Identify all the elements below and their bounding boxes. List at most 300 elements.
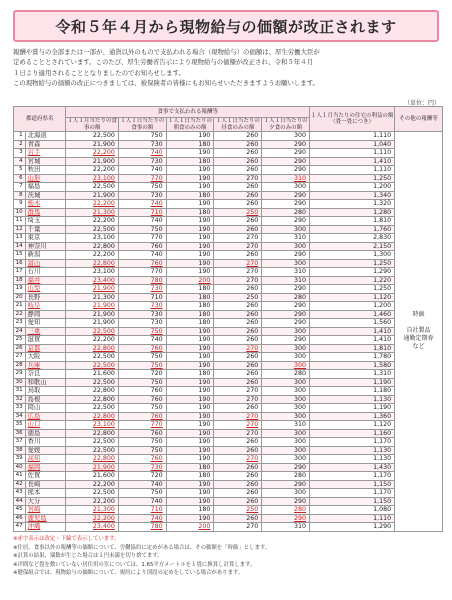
monthly-meal-cell: 22,500: [66, 327, 118, 336]
lunch-cell: 270: [214, 259, 262, 268]
table-row: [14, 523, 443, 532]
header-dinner: １人１日当たりの夕食のみの額: [263, 118, 308, 131]
breakfast-cell: 180: [166, 506, 214, 515]
table-row: [14, 259, 443, 268]
row-index: 8: [14, 191, 26, 200]
monthly-meal-cell: 22,800: [66, 395, 118, 404]
monthly-meal-cell: 22,800: [66, 344, 118, 353]
breakfast-cell: 190: [166, 242, 214, 251]
breakfast-cell: 180: [166, 157, 214, 166]
housing-cell: 1,250: [310, 259, 395, 268]
daily-meal-cell: 740: [118, 149, 166, 158]
prefecture-cell: 山梨: [25, 285, 66, 294]
breakfast-cell: 190: [166, 446, 214, 455]
other-benefits-text: 時価: [412, 311, 425, 319]
daily-meal-cell: 740: [118, 336, 166, 345]
housing-cell: 1,290: [310, 523, 395, 532]
table-row: [14, 370, 443, 379]
header-housing: １人１月当たりの住宅の利益の額（畳一畳につき）: [310, 107, 395, 132]
breakfast-cell: 190: [166, 361, 214, 370]
lunch-cell: 260: [214, 157, 262, 166]
prefecture-cell: 岡山: [25, 404, 66, 413]
housing-cell: 1,220: [310, 276, 395, 285]
housing-cell: 1,810: [310, 217, 395, 226]
row-index: 4: [14, 157, 26, 166]
table-row: [14, 378, 443, 387]
prefecture-cell: 栃木: [25, 200, 66, 209]
monthly-meal-cell: 23,100: [66, 268, 118, 277]
daily-meal-cell: 750: [118, 327, 166, 336]
row-index: 30: [14, 378, 26, 387]
lunch-cell: 260: [214, 489, 262, 498]
table-row: [14, 446, 443, 455]
lunch-cell: 260: [214, 149, 262, 158]
footnote: ※赤字表示は改定・下線で表示しています。: [13, 536, 120, 542]
lunch-cell: 260: [214, 497, 262, 506]
housing-cell: 1,340: [310, 191, 395, 200]
row-index: 38: [14, 446, 26, 455]
dinner-cell: 290: [262, 166, 310, 175]
monthly-meal-cell: 22,500: [66, 361, 118, 370]
lunch-cell: 260: [214, 200, 262, 209]
daily-meal-cell: 740: [118, 251, 166, 260]
monthly-meal-cell: 21,900: [66, 191, 118, 200]
prefecture-cell: 兵庫: [25, 361, 66, 370]
table-row: [14, 251, 443, 260]
breakfast-cell: 190: [166, 497, 214, 506]
header-prefecture: 都道府県名: [14, 107, 66, 132]
daily-meal-cell: 740: [118, 217, 166, 226]
daily-meal-cell: 740: [118, 166, 166, 175]
breakfast-cell: 200: [166, 276, 214, 285]
monthly-meal-cell: 22,500: [66, 225, 118, 234]
prefecture-cell: 滋賀: [25, 336, 66, 345]
dinner-cell: 300: [262, 344, 310, 353]
lunch-cell: 270: [214, 523, 262, 532]
lunch-cell: 270: [214, 421, 262, 430]
breakfast-cell: 190: [166, 378, 214, 387]
monthly-meal-cell: 21,300: [66, 208, 118, 217]
header-meals-group: 食事で支払われる報酬等: [66, 107, 310, 118]
footnote: ※健保組合では、現物給与の価額について、規約により別段の定めをしている場合があります。: [13, 570, 244, 577]
daily-meal-cell: 780: [118, 276, 166, 285]
monthly-meal-cell: 22,800: [66, 387, 118, 396]
table-row: [14, 353, 443, 362]
prefecture-cell: 群馬: [25, 208, 66, 217]
intro-line: 定めることとされています。このたび、厚生労働省告示により現物給与の価額が改正され、令和５年４月: [13, 58, 313, 67]
breakfast-cell: 190: [166, 344, 214, 353]
prefecture-cell: 秋田: [25, 166, 66, 175]
table-row: [14, 242, 443, 251]
table-row: [14, 302, 443, 311]
breakfast-cell: 190: [166, 455, 214, 464]
housing-cell: 1,780: [310, 353, 395, 362]
housing-cell: 1,190: [310, 378, 395, 387]
lunch-cell: 260: [214, 166, 262, 175]
row-index: 45: [14, 506, 26, 515]
dinner-cell: 310: [262, 276, 310, 285]
table-row: [14, 327, 443, 336]
monthly-meal-cell: 21,900: [66, 310, 118, 319]
prefecture-cell: 石川: [25, 268, 66, 277]
lunch-cell: 260: [214, 302, 262, 311]
breakfast-cell: 190: [166, 438, 214, 447]
housing-cell: 1,320: [310, 200, 395, 209]
prefecture-cell: 山形: [25, 174, 66, 183]
row-index: 3: [14, 149, 26, 158]
table-row: [14, 421, 443, 430]
housing-cell: 1,460: [310, 310, 395, 319]
footnote: ※住居、食事以外の報酬等の価額について、労働協約に定めがある場合は、その価額を「時価」とします。: [13, 544, 271, 551]
daily-meal-cell: 730: [118, 191, 166, 200]
table-row: [14, 472, 443, 481]
table-body: [14, 132, 443, 532]
lunch-cell: 260: [214, 251, 262, 260]
dinner-cell: 290: [262, 463, 310, 472]
dinner-cell: 290: [262, 480, 310, 489]
dinner-cell: 300: [262, 395, 310, 404]
daily-meal-cell: 710: [118, 293, 166, 302]
daily-meal-cell: 730: [118, 310, 166, 319]
daily-meal-cell: 750: [118, 132, 166, 141]
dinner-cell: 280: [262, 472, 310, 481]
dinner-cell: 300: [262, 412, 310, 421]
dinner-cell: 290: [262, 336, 310, 345]
row-index: 47: [14, 523, 26, 532]
daily-meal-cell: 740: [118, 514, 166, 523]
table-row: [14, 310, 443, 319]
table-row: [14, 191, 443, 200]
prefecture-cell: 沖縄: [25, 523, 66, 532]
daily-meal-cell: 750: [118, 225, 166, 234]
prefecture-cell: 鹿児島: [25, 514, 66, 523]
lunch-cell: 260: [214, 514, 262, 523]
prefecture-cell: 大分: [25, 497, 66, 506]
row-index: 14: [14, 242, 26, 251]
housing-cell: 1,120: [310, 293, 395, 302]
lunch-cell: 260: [214, 183, 262, 192]
daily-meal-cell: 770: [118, 268, 166, 277]
breakfast-cell: 190: [166, 336, 214, 345]
row-index: 26: [14, 344, 26, 353]
breakfast-cell: 190: [166, 132, 214, 141]
daily-meal-cell: 750: [118, 404, 166, 413]
monthly-meal-cell: 22,500: [66, 446, 118, 455]
breakfast-cell: 190: [166, 395, 214, 404]
lunch-cell: 260: [214, 361, 262, 370]
lunch-cell: 260: [214, 404, 262, 413]
dinner-cell: 300: [262, 387, 310, 396]
monthly-meal-cell: 21,900: [66, 463, 118, 472]
breakfast-cell: 190: [166, 268, 214, 277]
monthly-meal-cell: 23,400: [66, 276, 118, 285]
daily-meal-cell: 760: [118, 259, 166, 268]
footnotes: [13, 535, 441, 578]
monthly-meal-cell: 22,200: [66, 336, 118, 345]
lunch-cell: 260: [214, 463, 262, 472]
monthly-meal-cell: 22,200: [66, 514, 118, 523]
intro-text: [13, 47, 441, 88]
lunch-cell: 270: [214, 387, 262, 396]
monthly-meal-cell: 22,800: [66, 429, 118, 438]
row-index: 28: [14, 361, 26, 370]
housing-cell: 1,170: [310, 489, 395, 498]
row-index: 43: [14, 489, 26, 498]
row-index: 33: [14, 404, 26, 413]
monthly-meal-cell: 21,900: [66, 302, 118, 311]
housing-cell: 1,150: [310, 480, 395, 489]
lunch-cell: 250: [214, 506, 262, 515]
monthly-meal-cell: 22,200: [66, 480, 118, 489]
lunch-cell: 270: [214, 429, 262, 438]
lunch-cell: 250: [214, 293, 262, 302]
monthly-meal-cell: 22,500: [66, 353, 118, 362]
dinner-cell: 280: [262, 506, 310, 515]
daily-meal-cell: 750: [118, 446, 166, 455]
dinner-cell: 300: [262, 404, 310, 413]
prefecture-cell: 熊本: [25, 489, 66, 498]
dinner-cell: 300: [262, 378, 310, 387]
breakfast-cell: 190: [166, 200, 214, 209]
daily-meal-cell: 730: [118, 463, 166, 472]
table-row: [14, 489, 443, 498]
monthly-meal-cell: 22,500: [66, 132, 118, 141]
table-row: [14, 174, 443, 183]
header-monthly-meal: １人１月当たりの食事の額: [67, 118, 117, 131]
monthly-meal-cell: 22,800: [66, 455, 118, 464]
daily-meal-cell: 780: [118, 523, 166, 532]
breakfast-cell: 190: [166, 489, 214, 498]
table-row: [14, 506, 443, 515]
housing-cell: 1,170: [310, 438, 395, 447]
prefecture-cell: 埼玉: [25, 217, 66, 226]
table-row: [14, 455, 443, 464]
row-index: 42: [14, 480, 26, 489]
prefecture-cell: 愛知: [25, 319, 66, 328]
table-row: [14, 276, 443, 285]
dinner-cell: 300: [262, 361, 310, 370]
prefecture-cell: 鳥取: [25, 387, 66, 396]
dinner-cell: 290: [262, 497, 310, 506]
monthly-meal-cell: 21,900: [66, 140, 118, 149]
table-row: [14, 285, 443, 294]
monthly-meal-cell: 22,200: [66, 217, 118, 226]
breakfast-cell: 180: [166, 191, 214, 200]
row-index: 13: [14, 234, 26, 243]
housing-cell: 1,760: [310, 225, 395, 234]
daily-meal-cell: 750: [118, 183, 166, 192]
table-row: [14, 497, 443, 506]
breakfast-cell: 190: [166, 225, 214, 234]
footnote: ※計算の結果、端数が生じた場合は１円未満を切り捨てます。: [13, 553, 163, 560]
housing-cell: 1,560: [310, 319, 395, 328]
housing-cell: 1,130: [310, 395, 395, 404]
dinner-cell: 280: [262, 370, 310, 379]
intro-line: この現物給与の価額の改正につきましては、被保険者の皆様にもお知らせいただきますようお願いします。: [13, 78, 319, 87]
monthly-meal-cell: 22,500: [66, 438, 118, 447]
dinner-cell: 280: [262, 293, 310, 302]
housing-cell: 1,580: [310, 361, 395, 370]
monthly-meal-cell: 22,500: [66, 404, 118, 413]
prefecture-cell: 徳島: [25, 429, 66, 438]
dinner-cell: 300: [262, 225, 310, 234]
dinner-cell: 280: [262, 208, 310, 217]
prefecture-cell: 山口: [25, 421, 66, 430]
dinner-cell: 300: [262, 455, 310, 464]
daily-meal-cell: 750: [118, 353, 166, 362]
other-benefits-text: など: [412, 343, 425, 351]
intro-line: 報酬や賞与の全部または一部が、通貨以外のもので支払われる場合（現物給与）の価額は、厚生労働大臣が: [13, 48, 320, 56]
dinner-cell: 300: [262, 327, 310, 336]
table-row: [14, 344, 443, 353]
monthly-meal-cell: 21,900: [66, 285, 118, 294]
breakfast-cell: 190: [166, 412, 214, 421]
row-index: 34: [14, 412, 26, 421]
prefecture-cell: 三重: [25, 327, 66, 336]
lunch-cell: 260: [214, 217, 262, 226]
lunch-cell: 270: [214, 242, 262, 251]
lunch-cell: 260: [214, 140, 262, 149]
row-index: 23: [14, 319, 26, 328]
row-index: 20: [14, 293, 26, 302]
lunch-cell: 260: [214, 438, 262, 447]
prefecture-cell: 高知: [25, 455, 66, 464]
breakfast-cell: 190: [166, 404, 214, 413]
lunch-cell: 270: [214, 412, 262, 421]
housing-cell: 1,410: [310, 336, 395, 345]
monthly-meal-cell: 22,200: [66, 251, 118, 260]
prefecture-cell: 富山: [25, 259, 66, 268]
breakfast-cell: 180: [166, 293, 214, 302]
table-row: [14, 208, 443, 217]
monthly-meal-cell: 22,200: [66, 149, 118, 158]
table-row: [14, 319, 443, 328]
dinner-cell: 290: [262, 302, 310, 311]
monthly-meal-cell: 21,900: [66, 319, 118, 328]
table-row: [14, 140, 443, 149]
housing-cell: 1,290: [310, 268, 395, 277]
breakfast-cell: 180: [166, 208, 214, 217]
dinner-cell: 300: [262, 353, 310, 362]
lunch-cell: 270: [214, 234, 262, 243]
monthly-meal-cell: 22,500: [66, 378, 118, 387]
breakfast-cell: 190: [166, 387, 214, 396]
table-row: [14, 157, 443, 166]
dinner-cell: 290: [262, 217, 310, 226]
daily-meal-cell: 710: [118, 506, 166, 515]
daily-meal-cell: 750: [118, 438, 166, 447]
breakfast-cell: 190: [166, 166, 214, 175]
housing-cell: 1,130: [310, 446, 395, 455]
benefit-table: [13, 106, 443, 532]
daily-meal-cell: 740: [118, 200, 166, 209]
lunch-cell: 260: [214, 446, 262, 455]
prefecture-cell: 静岡: [25, 310, 66, 319]
dinner-cell: 290: [262, 157, 310, 166]
breakfast-cell: 180: [166, 302, 214, 311]
prefecture-cell: 東京: [25, 234, 66, 243]
title-banner: [13, 10, 439, 42]
row-index: 24: [14, 327, 26, 336]
lunch-cell: 260: [214, 132, 262, 141]
breakfast-cell: 180: [166, 472, 214, 481]
housing-cell: 1,110: [310, 132, 395, 141]
lunch-cell: 260: [214, 378, 262, 387]
dinner-cell: 290: [262, 149, 310, 158]
header-other: その他の報酬等: [395, 107, 443, 132]
unit-label: （単位：円）: [403, 100, 440, 107]
daily-meal-cell: 760: [118, 412, 166, 421]
housing-cell: 2,830: [310, 234, 395, 243]
table-row: [14, 166, 443, 175]
row-index: 17: [14, 268, 26, 277]
prefecture-cell: 岩手: [25, 149, 66, 158]
dinner-cell: 310: [262, 523, 310, 532]
row-index: 11: [14, 217, 26, 226]
monthly-meal-cell: 22,200: [66, 166, 118, 175]
prefecture-cell: 北海道: [25, 132, 66, 141]
breakfast-cell: 180: [166, 463, 214, 472]
breakfast-cell: 190: [166, 514, 214, 523]
monthly-meal-cell: 23,100: [66, 234, 118, 243]
prefecture-cell: 新潟: [25, 251, 66, 260]
housing-cell: 1,310: [310, 370, 395, 379]
lunch-cell: 260: [214, 327, 262, 336]
daily-meal-cell: 770: [118, 421, 166, 430]
breakfast-cell: 190: [166, 259, 214, 268]
prefecture-cell: 香川: [25, 438, 66, 447]
table-row: [14, 268, 443, 277]
housing-cell: 1,160: [310, 429, 395, 438]
prefecture-cell: 福島: [25, 183, 66, 192]
lunch-cell: 270: [214, 276, 262, 285]
header-daily-meal: １人１日当たりの食事の額: [120, 118, 165, 131]
housing-cell: 1,250: [310, 285, 395, 294]
prefecture-cell: 青森: [25, 140, 66, 149]
header-breakfast: １人１日当たりの朝食のみの額: [168, 118, 213, 131]
table-row: [14, 234, 443, 243]
row-index: 7: [14, 183, 26, 192]
dinner-cell: 300: [262, 446, 310, 455]
housing-cell: 1,110: [310, 149, 395, 158]
lunch-cell: 260: [214, 472, 262, 481]
table-row: [14, 438, 443, 447]
row-index: 22: [14, 310, 26, 319]
other-benefits-text: 自社製品: [406, 327, 431, 335]
prefecture-cell: 長崎: [25, 480, 66, 489]
prefecture-cell: 長野: [25, 293, 66, 302]
daily-meal-cell: 750: [118, 361, 166, 370]
row-index: 15: [14, 251, 26, 260]
prefecture-cell: 宮崎: [25, 506, 66, 515]
breakfast-cell: 180: [166, 310, 214, 319]
dinner-cell: 310: [262, 268, 310, 277]
housing-cell: 1,170: [310, 472, 395, 481]
row-index: 18: [14, 276, 26, 285]
breakfast-cell: 190: [166, 421, 214, 430]
breakfast-cell: 190: [166, 480, 214, 489]
table-row: [14, 387, 443, 396]
housing-cell: 1,110: [310, 514, 395, 523]
daily-meal-cell: 760: [118, 242, 166, 251]
daily-meal-cell: 730: [118, 302, 166, 311]
table-row: [14, 404, 443, 413]
row-index: 25: [14, 336, 26, 345]
table-row: [14, 132, 443, 141]
monthly-meal-cell: 22,800: [66, 242, 118, 251]
table-row: [14, 200, 443, 209]
row-index: 44: [14, 497, 26, 506]
